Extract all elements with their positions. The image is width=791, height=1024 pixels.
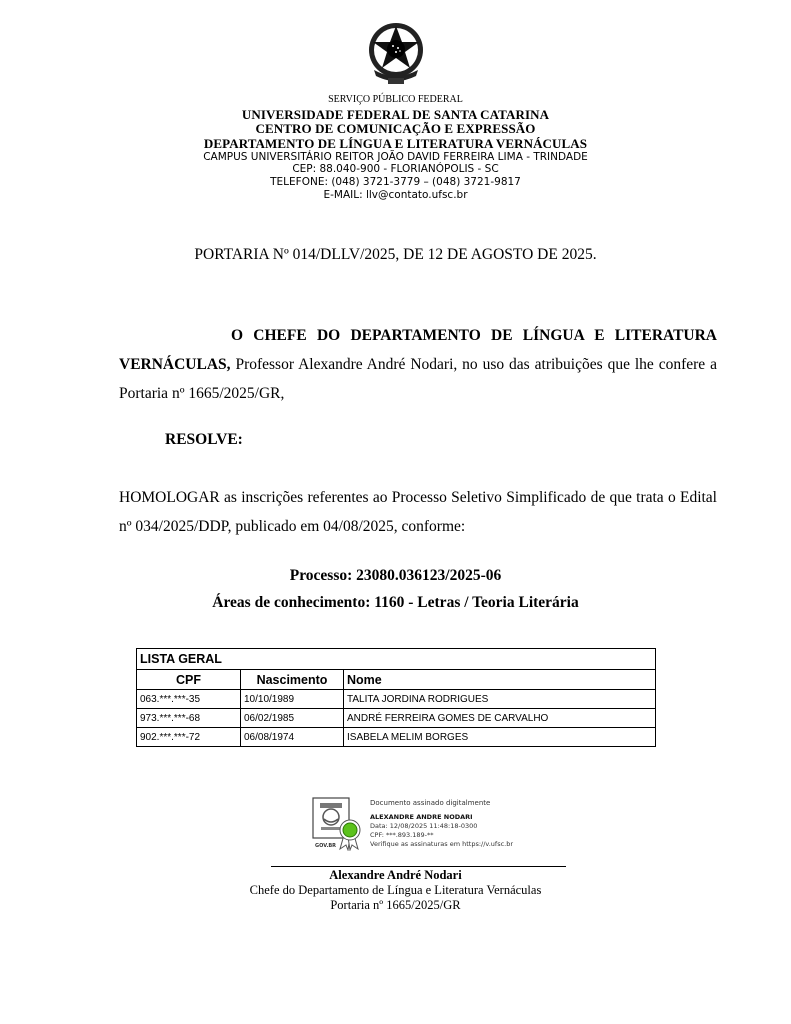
lista-geral-table: [136, 648, 656, 747]
signature-signer: ALEXANDRE ANDRE NODARI: [370, 813, 473, 821]
preamble-rest-2: Portaria nº 1665/2025/GR,: [119, 385, 285, 402]
gov-br-signature-seal-icon: [312, 797, 364, 851]
column-header-nome: Nome: [344, 670, 656, 690]
cell-cpf: 063.***.***-35: [137, 690, 241, 709]
header-telefone: TELEFONE: (048) 3721-3779 – (048) 3721-9817: [270, 176, 521, 188]
processo-number: Processo: 23080.036123/2025-06: [289, 567, 502, 584]
signature-cpf: CPF: ***.893.189-**: [370, 831, 434, 839]
cell-nome: ISABELA MELIM BORGES: [344, 728, 656, 747]
preamble-paragraph: [119, 321, 717, 408]
header-departamento: DEPARTAMENTO DE LÍNGUA E LITERATURA VERNÁCULAS: [203, 136, 588, 151]
signatory-role: Chefe do Departamento de Língua e Literatura Vernáculas: [249, 883, 542, 897]
homologar-line-1: HOMOLOGAR as inscrições referentes ao Processo Seletivo Simplificado de que trata o Edital: [119, 489, 717, 506]
signatory-portaria: Portaria nº 1665/2025/GR: [330, 898, 461, 912]
table-row: [137, 728, 656, 747]
cell-nascimento: 06/02/1985: [241, 709, 344, 728]
header-universidade: UNIVERSIDADE FEDERAL DE SANTA CATARINA: [241, 107, 550, 122]
column-header-cpf: CPF: [137, 670, 241, 690]
cell-nascimento: 10/10/1989: [241, 690, 344, 709]
header-centro: CENTRO DE COMUNICAÇÃO E EXPRESSÃO: [255, 121, 536, 136]
homologar-line-2: nº 034/2025/DDP, publicado em 04/08/2025, conforme:: [119, 518, 466, 535]
header-servico: SERVIÇO PÚBLICO FEDERAL: [328, 94, 463, 105]
cell-cpf: 902.***.***-72: [137, 728, 241, 747]
portaria-title: PORTARIA Nº 014/DLLV/2025, DE 12 DE AGOSTO DE 2025.: [194, 246, 597, 263]
resolve-heading: RESOLVE:: [165, 431, 243, 448]
signatory-name: Alexandre André Nodari: [329, 868, 462, 882]
signature-verify-link[interactable]: Verifique as assinaturas em https://v.ufsc.br: [370, 840, 514, 848]
table-title-row: [137, 649, 656, 670]
header-cep: CEP: 88.040-900 - FLORIANÓPOLIS - SC: [292, 163, 499, 175]
cell-cpf: 973.***.***-68: [137, 709, 241, 728]
table-header-row: [137, 670, 656, 690]
areas-conhecimento: Áreas de conhecimento: 1160 - Letras / Teoria Literária: [212, 594, 579, 611]
signature-line: [271, 866, 566, 867]
column-header-nascimento: Nascimento: [241, 670, 344, 690]
brazil-coat-of-arms-icon: [366, 20, 426, 90]
table-row: [137, 709, 656, 728]
signature-date: Data: 12/08/2025 11:48:18-0300: [370, 822, 478, 830]
homologar-paragraph: [119, 483, 717, 541]
preamble-bold-1: O CHEFE DO DEPARTAMENTO DE LÍNGUA E LITERATURA: [231, 327, 717, 344]
signature-heading: Documento assinado digitalmente: [370, 799, 491, 807]
gov-br-label: GOV.BR: [315, 843, 337, 849]
table-row: [137, 690, 656, 709]
cell-nome: ANDRÉ FERREIRA GOMES DE CARVALHO: [344, 709, 656, 728]
cell-nome: TALITA JORDINA RODRIGUES: [344, 690, 656, 709]
preamble-rest-1: Professor Alexandre André Nodari, no uso das atribuições que lhe confere a: [230, 356, 717, 373]
header-campus: CAMPUS UNIVERSITÁRIO REITOR JOÃO DAVID FERREIRA LIMA - TRINDADE: [203, 151, 588, 163]
header-email: E-MAIL: llv@contato.ufsc.br: [323, 189, 468, 201]
preamble-bold-2: VERNÁCULAS,: [119, 356, 231, 373]
table-title: LISTA GERAL: [137, 649, 656, 670]
cell-nascimento: 06/08/1974: [241, 728, 344, 747]
